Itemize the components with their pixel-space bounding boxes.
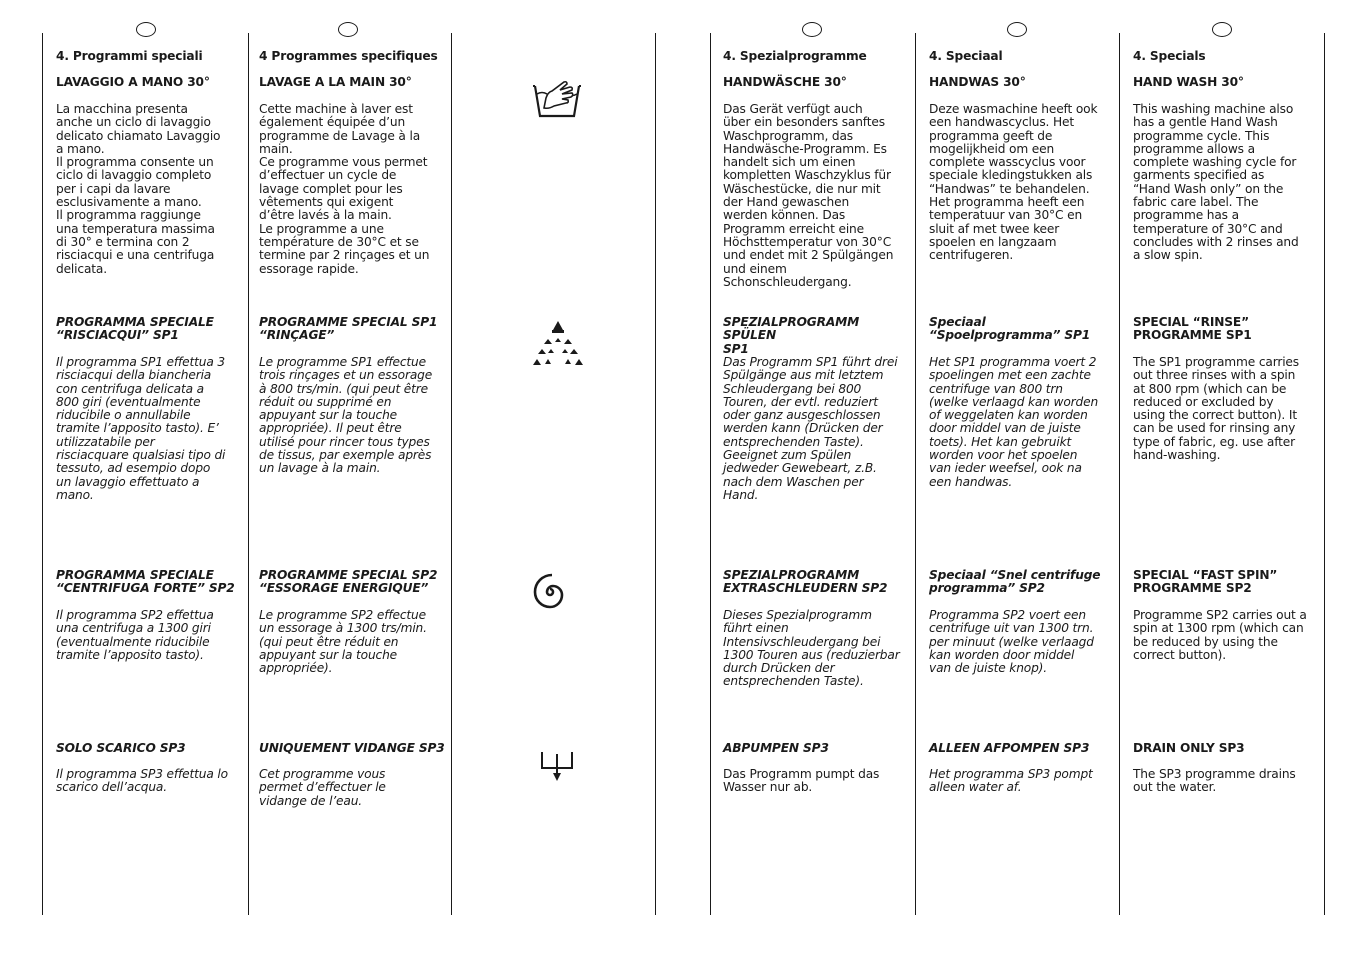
sp2-text: Dieses Spezialprogramm führt einen Intensivschleudergang bei 1300 Touren aus (reduzierbar durch Drücken der entsprechenden Taste).: [723, 608, 900, 689]
hand-wash-text: Deze wasmachine heeft ook een handwascyclus. Het programma geeft de mogelijkheid om een complete wasscyclus voor speciale kledingstukken als “Handwas” te behandelen. Het programma heeft een temperatuur van 30°C en sluit af met twee keer spoelen en langzaam centrifugeren.: [929, 102, 1098, 263]
section-heading: 4. Spezialprogramme: [723, 49, 867, 63]
sp2-title: Speciaal “Snel centrifuge programma” SP2: [929, 568, 1101, 596]
sp3-title: UNIQUEMENT VIDANGE SP3: [259, 741, 445, 755]
sp1-title: SPEZIALPROGRAMM SPÜLEN SP1: [723, 315, 860, 356]
hand-wash-text: This washing machine also has a gentle Hand Wash programme cycle. This programme allows a complete washing cycle for garments specified as “Hand Wash only” on the fabric care label. The programme has a temperature of 30°C and concludes with 2 rinses and a slow spin.: [1133, 102, 1299, 263]
column-english: [1133, 0, 1319, 954]
rinse-icon: [529, 318, 587, 368]
hand-wash-text: Cette machine à laver est également équipée d’un programme de Lavage à la main. Ce programme vous permet d’effectuer un cycle de lavage complet pour les vêtements qui exigent d’être lavés à la main. Le programme a une température de 30°C et se termine par 2 rinçages et un essorage rapide.: [259, 102, 430, 276]
sp1-title: SPECIAL “RINSE” PROGRAMME SP1: [1133, 315, 1252, 343]
sp3-title: SOLO SCARICO SP3: [56, 741, 186, 755]
sp3-text: Il programma SP3 effettua lo scarico dell’acqua.: [56, 767, 228, 795]
section-heading: 4. Programmi speciali: [56, 49, 203, 63]
hand-wash-text: Das Gerät verfügt auch über ein besonders sanftes Waschprogramm, das Handwäsche-Programm. Es handelt sich um einen kompletten Waschzyklus für Wäschestücke, die nur mit der Hand gewaschen werden können. Das Programm erreicht eine Höchsttemperatur von 30°C und endet mit 2 Spülgängen und einem Schonschleudergang.: [723, 102, 894, 289]
column-divider: [915, 33, 916, 915]
sp3-title: ABPUMPEN SP3: [723, 741, 829, 755]
hand-wash-title: HANDWAS 30°: [929, 75, 1026, 89]
sp1-text: Het SP1 programma voert 2 spoelingen met een zachte centrifuge van 800 trn (welke verlaagd kan worden of weggelaten kan worden door middel van de juiste toets). Het kan gebruikt worden voor het spoelen van ieder weefsel, ook na een handwas.: [929, 355, 1099, 489]
column-divider: [655, 33, 656, 915]
sp1-title: Speciaal “Spoelprogramma” SP1: [929, 315, 1091, 343]
sp2-text: Il programma SP2 effettua una centrifuga a 1300 giri (eventualmente riducibile tramite l’apposito tasto).: [56, 608, 214, 662]
column-divider: [42, 33, 43, 915]
sp1-text: The SP1 programme carries out three rinses with a spin at 800 rpm (which can be reduced or excluded by using the correct button). It can be used for rinsing any type of fabric, eg. use after hand-washing.: [1133, 355, 1299, 463]
column-dutch: [929, 0, 1113, 954]
sp1-text: Il programma SP1 effettua 3 risciacqui della biancheria con centrifuga delicata a 800 giri (eventualmente riducibile o annullabile tramite l’apposito tasto). E’ utilizzatabile per risciacquare qualsiasi tipo di tessuto, ad esempio dopo un lavaggio effettuato a mano.: [56, 355, 226, 502]
sp1-title: PROGRAMMA SPECIALE “RISCIACQUI” SP1: [56, 315, 214, 343]
sp2-title: SPEZIALPROGRAMM EXTRASCHLEUDERN SP2: [723, 568, 888, 596]
column-divider: [1324, 33, 1325, 915]
section-heading: 4. Speciaal: [929, 49, 1003, 63]
sp2-title: PROGRAMME SPECIAL SP2 “ESSORAGE ENERGIQUE”: [259, 568, 438, 596]
hand-wash-title: HAND WASH 30°: [1133, 75, 1244, 89]
hand-wash-title: HANDWÄSCHE 30°: [723, 75, 847, 89]
column-divider: [451, 33, 452, 915]
column-divider: [248, 33, 249, 915]
column-divider: [710, 33, 711, 915]
sp3-title: DRAIN ONLY SP3: [1133, 741, 1245, 755]
sp1-title: PROGRAMME SPECIAL SP1 “RINÇAGE”: [259, 315, 438, 343]
hand-wash-icon: [530, 78, 584, 122]
column-german: [723, 0, 909, 954]
section-heading: 4. Specials: [1133, 49, 1206, 63]
section-heading: 4 Programmes specifiques: [259, 49, 438, 63]
sp2-title: SPECIAL “FAST SPIN” PROGRAMME SP2: [1133, 568, 1278, 596]
sp2-text: Programma SP2 voert een centrifuge uit van 1300 trn. per minuut (welke verlaagd kan worden door middel van de juiste knop).: [929, 608, 1094, 676]
sp2-text: Le programme SP2 effectue un essorage à 1300 trs/min. (qui peut être réduit en appuyant sur la touche appropriée).: [259, 608, 427, 676]
drain-icon: [539, 748, 575, 782]
spin-icon: [530, 572, 570, 612]
column-divider: [1119, 33, 1120, 915]
hand-wash-title: LAVAGE A LA MAIN 30°: [259, 75, 412, 89]
sp1-text: Das Programm SP1 führt drei Spülgänge aus mit letztem Schleudergang bei 800 Touren, der evtl. reduziert oder ganz ausgeschlossen werden kann (Drücken der entsprechenden Taste). Geeignet zum Spülen jedweder Gewebeart, z.B. nach dem Waschen per Hand.: [723, 355, 898, 502]
hand-wash-text: La macchina presenta anche un ciclo di lavaggio delicato chiamato Lavaggio a mano. Il programma consente un ciclo di lavaggio completo per i capi da lavare esclusivamente a mano. Il programma raggiunge una temperatura massima di 30° e termina con 2 risciacqui e una centrifuga delicata.: [56, 102, 221, 276]
column-french: [259, 0, 445, 954]
hand-wash-title: LAVAGGIO A MANO 30°: [56, 75, 210, 89]
sp3-text: Het programma SP3 pompt alleen water af.: [929, 767, 1093, 795]
sp2-text: Programme SP2 carries out a spin at 1300 rpm (which can be reduced by using the correct button).: [1133, 608, 1307, 662]
sp2-title: PROGRAMMA SPECIALE “CENTRIFUGA FORTE” SP2: [56, 568, 235, 596]
sp3-text: Cet programme vous permet d’effectuer le vidange de l’eau.: [259, 767, 386, 808]
sp3-text: Das Programm pumpt das Wasser nur ab.: [723, 767, 880, 795]
sp3-title: ALLEEN AFPOMPEN SP3: [929, 741, 1090, 755]
sp3-text: The SP3 programme drains out the water.: [1133, 767, 1296, 795]
column-italian: [56, 0, 240, 954]
sp1-text: Le programme SP1 effectue trois rinçages et un essorage à 800 trs/min. (qui peut être réduit ou supprimé en appuyant sur la touche appropriée). Il peut être utilisé pour rincer tous types de tissus, par exemple après un lavage à la main.: [259, 355, 433, 476]
